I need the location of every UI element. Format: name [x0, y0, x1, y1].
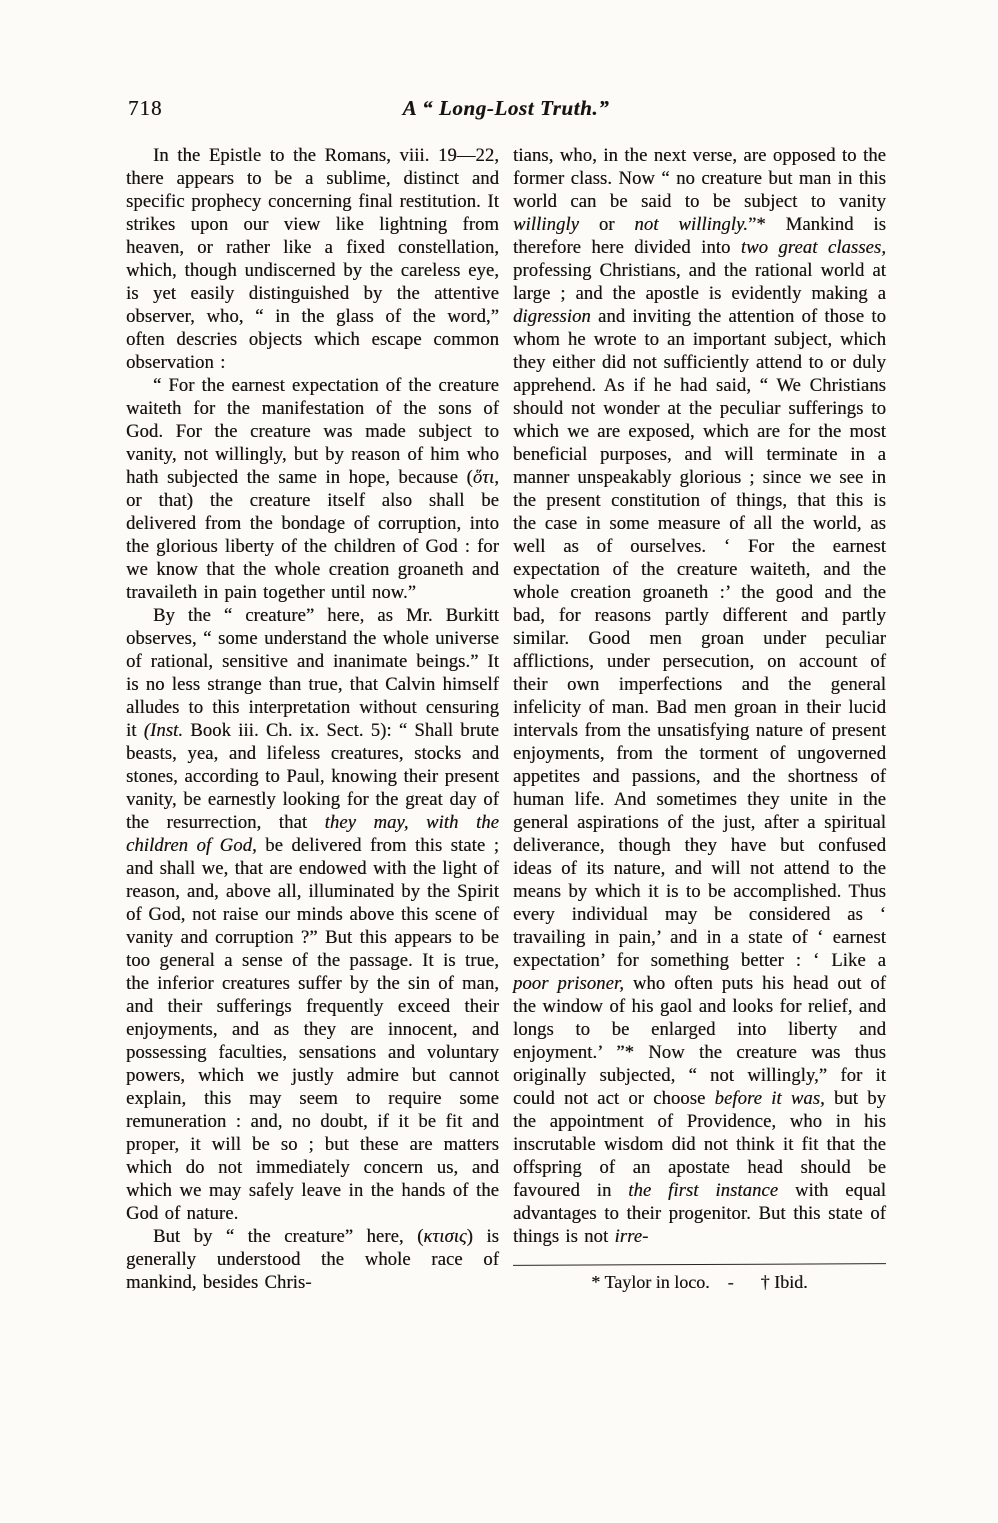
text-segment: tians, who, in the next verse, are opposed to the former class. Now “ no creature but man in this world can be said to be subject to vanity: [513, 145, 886, 212]
footnote: [513, 1264, 886, 1294]
running-title: A “ Long-Lost Truth.”: [402, 96, 610, 120]
right-column: [513, 144, 886, 1294]
text-segment: “ For the earnest expectation of the creature waiteth for the manifestation of the sons of God. For the creature was made subject to vanity, not willingly, but by reason of him who hath subjected the same in hope, because (: [126, 375, 499, 488]
italic-text-segment: poor prisoner,: [513, 973, 624, 994]
page-number: 718: [128, 96, 163, 120]
italic-text-segment: the first instance: [628, 1180, 779, 1201]
paragraph: [126, 374, 499, 604]
text-segment: In the Epistle to the Romans, viii. 19—22, there appears to be a sublime, distinct and specific prophecy concerning final restitution. It strikes upon our view like lightning from heaven, or rather like a fixed constellation, which, though undiscerned by the careless eye, is yet easily distinguished by the attentive observer, who, “ in the glass of the word,” often descries objects which escape common observation :: [126, 145, 499, 373]
italic-text-segment: digression: [513, 306, 591, 327]
text-segment: who often puts his head out of the window of his gaol and looks for relief, and longs to be enlarged into liberty and enjoyment.’ ”* Now the creature was thus originally subjected, “ not willingly,” for it could not act or choose: [513, 973, 886, 1109]
right-column-text: [513, 144, 886, 1248]
text-segment: ) is generally understood the whole race of mankind, besides Chris-: [126, 1226, 499, 1293]
paragraph: [126, 1225, 499, 1294]
italic-text-segment: before it was,: [714, 1088, 825, 1109]
paragraph: [513, 144, 886, 1248]
text-segment: be delivered from this state ; and shall we, that are endowed with the light of reason, and, above all, illuminated by the Spirit of God, not raise our minds above this scene of vanity and corruption ?” But this appears to be too general a sense of the passage. It is true, the inferior creatures suffer by the sin of man, and their sufferings frequently exceed their enjoyments, and as they are innocent, and possessing faculties, sensations and voluntary powers, which we justly admire but cannot explain, this may seem to require some remuneration : and, no doubt, if it be fit and proper, it will be so ; but these are matters which do not immediately concern us, and which we may safely leave in the hands of the God of nature.: [126, 835, 499, 1224]
italic-text-segment: irre-: [614, 1226, 649, 1247]
italic-text-segment: willingly: [513, 214, 579, 235]
italic-text-segment: they may, with the children of God,: [126, 812, 499, 856]
text-segment: But by “ the creature” here, (: [153, 1226, 424, 1247]
text-segment: By the “ creature” here, as Mr. Burkitt observes, “ some understand the whole universe of rational, sensitive and inanimate beings.” It is no less strange than true, that Calvin himself alludes to this interpretation without censuring it: [126, 605, 499, 741]
text-segment: ”* Mankind is therefore here divided into: [513, 214, 886, 258]
italic-text-segment: ὅτι: [472, 467, 495, 488]
paragraph: [126, 144, 499, 374]
two-column-body: [126, 144, 886, 1294]
text-segment: , or that) the creature itself also shall be delivered from the bondage of corruption, into the glorious liberty of the children of God : for we know that the whole creation groaneth and travaileth in pain together until now.”: [126, 467, 499, 603]
italic-text-segment: not willingly.: [634, 214, 749, 235]
text-segment: and inviting the attention of those to whom he wrote to an important subject, which they either did not sufficiently attend to or duly apprehend. As if he had said, “ We Christians should not wonder at the peculiar sufferings to which we are exposed, which are for the most beneficial purposes, and will terminate in a manner unspeakably glorious ; since we see in the present constitution of things, that this is the case in some measure of all the world, as well as of ourselves. ‘ For the earnest expectation of the creature waiteth, and the whole creation groaneth :’ the good and the bad, for reasons partly different and partly similar. Good men groan under peculiar afflictions, under persecution, on account of their own imperfections and the general infelicity of man. Bad men groan in their lucid intervals from the unsatisfying nature of present enjoyments, from the torment of ungoverned appetites and passions, and the shortness of human life. And sometimes they unite in the general aspirations of the just, after a spiritual deliverance, though they have but confused ideas of its nature, and will not attend to the means by which it is to be accomplished. Thus every individual may be considered as ‘ travailing in pain,’ and in a state of ‘ earnest expectation’ for something better : ‘ Like a: [513, 306, 886, 971]
text-segment: but by the appointment of Providence, who in his inscrutable wisdom did not think it fit that the offspring of an apostate head should be favoured in: [513, 1088, 886, 1201]
text-segment: with equal advantages to their progenitor. But this state of things is not: [513, 1180, 887, 1247]
left-column: [126, 144, 499, 1294]
paragraph: [126, 604, 499, 1225]
page-header: [126, 96, 886, 126]
italic-text-segment: two great classes,: [740, 237, 886, 258]
italic-text-segment: (Inst.: [143, 720, 184, 741]
text-segment: Book iii. Ch. ix. Sect. 5): “ Shall brute beasts, yea, and lifeless creatures, stocks and stones, according to Paul, knowing their present vanity, be earnestly looking for the great day of the resurrection, that: [126, 720, 499, 833]
text-segment: professing Christians, and the rational world at large ; and the apostle is evidently making a: [513, 260, 886, 304]
footnote-rule: [513, 1263, 886, 1266]
footnote-text: * Taylor in loco. - † Ibid.: [591, 1272, 808, 1292]
text-segment: or: [578, 214, 635, 235]
italic-text-segment: κτισις: [423, 1226, 467, 1247]
